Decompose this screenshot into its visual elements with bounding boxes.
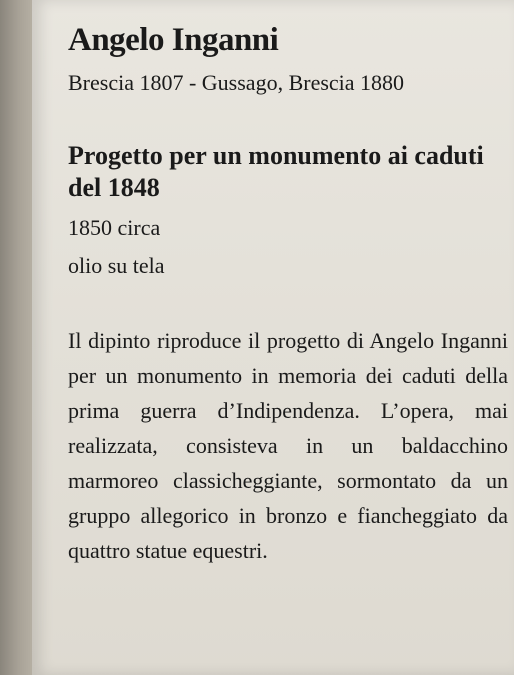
work-year: 1850 circa — [68, 215, 161, 240]
work-medium: olio su tela — [68, 253, 165, 278]
artist-dates: Brescia 1807 - Gussago, Brescia 1880 — [68, 70, 405, 95]
work-title: Progetto per un monumento ai caduti del 1848 — [68, 141, 484, 202]
museum-placard — [32, 0, 514, 675]
work-description: Il dipinto riproduce il progetto di Angelo Inganni per un monumento in memoria dei caduti della prima guerra d’Indipendenza. L’opera, mai realizzata, consisteva in un baldacchino marmoreo classicheggiante, sormontato da un gruppo allegorico in bronzo e fiancheggiato da quattro statue equestri. — [68, 328, 508, 563]
artist-name: Angelo Inganni — [68, 22, 279, 58]
